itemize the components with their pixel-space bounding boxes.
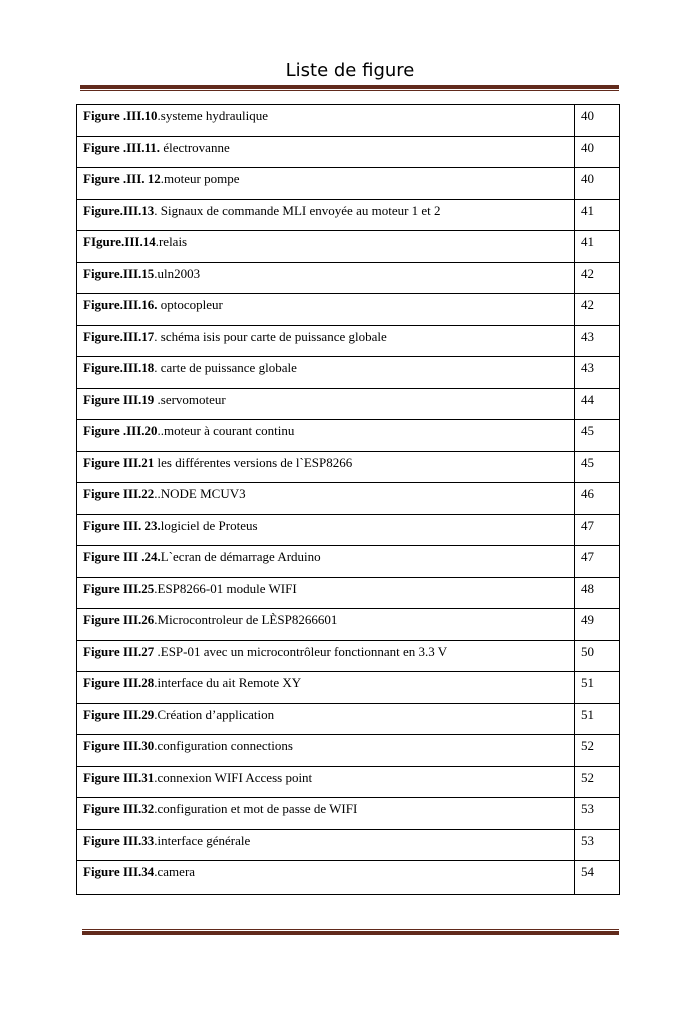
figure-id: Figure .III.11.: [83, 139, 161, 155]
figure-id: Figure.III.16.: [83, 297, 158, 312]
figure-id: Figure III.31: [83, 769, 155, 785]
page-number: 52: [581, 769, 594, 785]
figure-caption-cell: [77, 357, 575, 389]
figure-caption-cell: [77, 672, 575, 704]
figure-caption: .configuration connections: [154, 738, 293, 753]
figure-id: Figure.III.15: [83, 265, 155, 281]
figure-caption-cell: [77, 105, 575, 137]
figures-table: [76, 104, 620, 895]
table-row: [77, 703, 620, 735]
figure-id: Figure III.19: [83, 391, 155, 407]
figure-id: Figure III .24.: [83, 549, 161, 564]
page-number: 45: [581, 454, 594, 470]
page-number: 41: [581, 234, 594, 249]
figure-caption: .Microcontroleur de LÈSP8266601: [154, 612, 338, 627]
figure-caption-cell: [77, 420, 575, 452]
figure-id: Figure .III.10: [83, 108, 158, 123]
table-row: [77, 672, 620, 704]
figure-caption: .connexion WIFI Access point: [154, 769, 313, 785]
page-number: 40: [581, 108, 594, 123]
figure-id: Figure III.26: [83, 612, 155, 627]
page-number: 46: [581, 486, 594, 501]
page-number-cell: [575, 514, 620, 546]
page-number: 49: [581, 612, 594, 627]
table-row: [77, 231, 620, 263]
figure-id: Figure III.27: [83, 643, 155, 659]
figure-caption: .uln2003: [154, 265, 201, 281]
figure-caption: .interface générale: [154, 832, 251, 848]
table-row: [77, 451, 620, 483]
page-number: 54: [581, 864, 594, 879]
figure-caption: .relais: [155, 234, 188, 249]
page-number-cell: [575, 105, 620, 137]
figure-id: Figure III.34: [83, 864, 155, 879]
figure-caption: .ESP8266-01 module WIFI: [154, 580, 297, 596]
figure-id: Figure III. 23.: [83, 517, 161, 533]
page-number: 40: [581, 171, 594, 186]
figure-caption-cell: [77, 231, 575, 263]
figure-caption: .configuration et mot de passe de WIFI: [154, 801, 358, 816]
table-row: [77, 735, 620, 767]
figure-caption: . carte de puissance globale: [154, 360, 297, 375]
page-number: 52: [581, 738, 594, 753]
page-number: 51: [581, 706, 594, 722]
footer-rule: [82, 929, 619, 935]
page-number: 47: [581, 517, 594, 533]
table-row: [77, 294, 620, 326]
page-number-cell: [575, 703, 620, 735]
figure-caption: ..moteur à courant continu: [157, 423, 295, 438]
figure-caption-cell: [77, 262, 575, 294]
figure-caption: .moteur pompe: [160, 171, 240, 186]
figure-caption-cell: [77, 735, 575, 767]
figure-id: Figure III.29: [83, 706, 155, 722]
table-row: [77, 829, 620, 861]
table-row: [77, 546, 620, 578]
table-row: [77, 388, 620, 420]
figure-id: Figure .III. 12: [83, 171, 161, 186]
page-number-cell: [575, 420, 620, 452]
figure-caption-cell: [77, 861, 575, 895]
figure-caption-cell: [77, 546, 575, 578]
figure-id: Figure III.32: [83, 801, 155, 816]
page-number-cell: [575, 766, 620, 798]
figure-id: Figure.III.17: [83, 328, 155, 344]
page-number-cell: [575, 136, 620, 168]
figure-caption-cell: [77, 136, 575, 168]
figure-id: Figure.III.18: [83, 360, 155, 375]
page-number: 40: [581, 139, 594, 155]
page-number-cell: [575, 483, 620, 515]
page-number-cell: [575, 294, 620, 326]
page-number-cell: [575, 640, 620, 672]
page-title: Liste de figure: [285, 60, 415, 81]
figure-caption: .systeme hydraulique: [157, 108, 268, 123]
page-number: 43: [581, 360, 594, 375]
page-number-cell: [575, 325, 620, 357]
table-row: [77, 262, 620, 294]
figure-caption: ..NODE MCUV3: [154, 486, 246, 501]
figure-id: Figure III.22: [83, 486, 155, 501]
table-row: [77, 168, 620, 200]
page-number: 51: [581, 675, 594, 690]
page-number: 47: [581, 549, 594, 564]
figure-caption-cell: [77, 199, 575, 231]
figure-caption-cell: [77, 514, 575, 546]
figure-caption-cell: [77, 766, 575, 798]
figure-caption-cell: [77, 168, 575, 200]
figure-caption: électrovanne: [160, 139, 230, 155]
figure-caption-cell: [77, 325, 575, 357]
table-row: [77, 640, 620, 672]
figure-id: Figure III.28: [83, 675, 155, 690]
page-number: 42: [581, 265, 594, 281]
figure-id: Figure III.25: [83, 580, 155, 596]
page-number: 43: [581, 328, 594, 344]
figure-caption: .Création d’application: [154, 706, 275, 722]
figure-id: Figure .III.20: [83, 423, 158, 438]
table-row: [77, 798, 620, 830]
page-number-cell: [575, 388, 620, 420]
page-number: 50: [581, 643, 594, 659]
table-row: [77, 420, 620, 452]
figure-caption: les différentes versions de l`ESP8266: [154, 454, 353, 470]
table-row: [77, 861, 620, 895]
figure-caption: . schéma isis pour carte de puissance globale: [154, 328, 387, 344]
page-number-cell: [575, 451, 620, 483]
page-number: 45: [581, 423, 594, 438]
table-row: [77, 483, 620, 515]
table-row: [77, 105, 620, 137]
figure-caption-cell: [77, 577, 575, 609]
page-number-cell: [575, 546, 620, 578]
page-number: 41: [581, 202, 594, 218]
page-number: 48: [581, 580, 594, 596]
figure-id: Figure III.21: [83, 454, 155, 470]
page-number: 53: [581, 801, 594, 816]
table-row: [77, 609, 620, 641]
figure-caption-cell: [77, 294, 575, 326]
table-row: [77, 136, 620, 168]
page-number-cell: [575, 168, 620, 200]
figure-caption-cell: [77, 640, 575, 672]
figure-caption: . Signaux de commande MLI envoyée au moteur 1 et 2: [154, 202, 441, 218]
page-number-cell: [575, 199, 620, 231]
table-row: [77, 577, 620, 609]
page-number-cell: [575, 262, 620, 294]
page-number-cell: [575, 672, 620, 704]
table-row: [77, 766, 620, 798]
figure-caption-cell: [77, 609, 575, 641]
page-number: 42: [581, 297, 594, 312]
figure-id: Figure III.30: [83, 738, 155, 753]
page-number-cell: [575, 735, 620, 767]
figure-caption-cell: [77, 829, 575, 861]
page-number-cell: [575, 798, 620, 830]
table-row: [77, 199, 620, 231]
figure-id: Figure.III.13: [83, 202, 155, 218]
page-number: 44: [581, 391, 594, 407]
figure-caption: .ESP-01 avec un microcontrôleur fonctionnant en 3.3 V: [154, 643, 448, 659]
page-number-cell: [575, 861, 620, 895]
figure-id: Figure III.33: [83, 832, 155, 848]
page-number-cell: [575, 829, 620, 861]
figure-caption-cell: [77, 388, 575, 420]
page-number-cell: [575, 577, 620, 609]
page-number-cell: [575, 357, 620, 389]
table-row: [77, 514, 620, 546]
page-number-cell: [575, 609, 620, 641]
figure-caption: L`ecran de démarrage Arduino: [160, 549, 321, 564]
figure-caption-cell: [77, 798, 575, 830]
table-row: [77, 357, 620, 389]
figure-caption-cell: [77, 451, 575, 483]
figure-caption: .interface du ait Remote XY: [154, 675, 302, 690]
figure-caption: .camera: [154, 864, 196, 879]
table-row: [77, 325, 620, 357]
figure-id: FIgure.III.14: [83, 234, 156, 249]
page-number: 53: [581, 832, 594, 848]
page-number-cell: [575, 231, 620, 263]
figure-caption: .servomoteur: [154, 391, 226, 407]
figure-caption-cell: [77, 483, 575, 515]
figure-caption: optocopleur: [157, 297, 223, 312]
figure-caption-cell: [77, 703, 575, 735]
figure-caption: logiciel de Proteus: [160, 517, 258, 533]
